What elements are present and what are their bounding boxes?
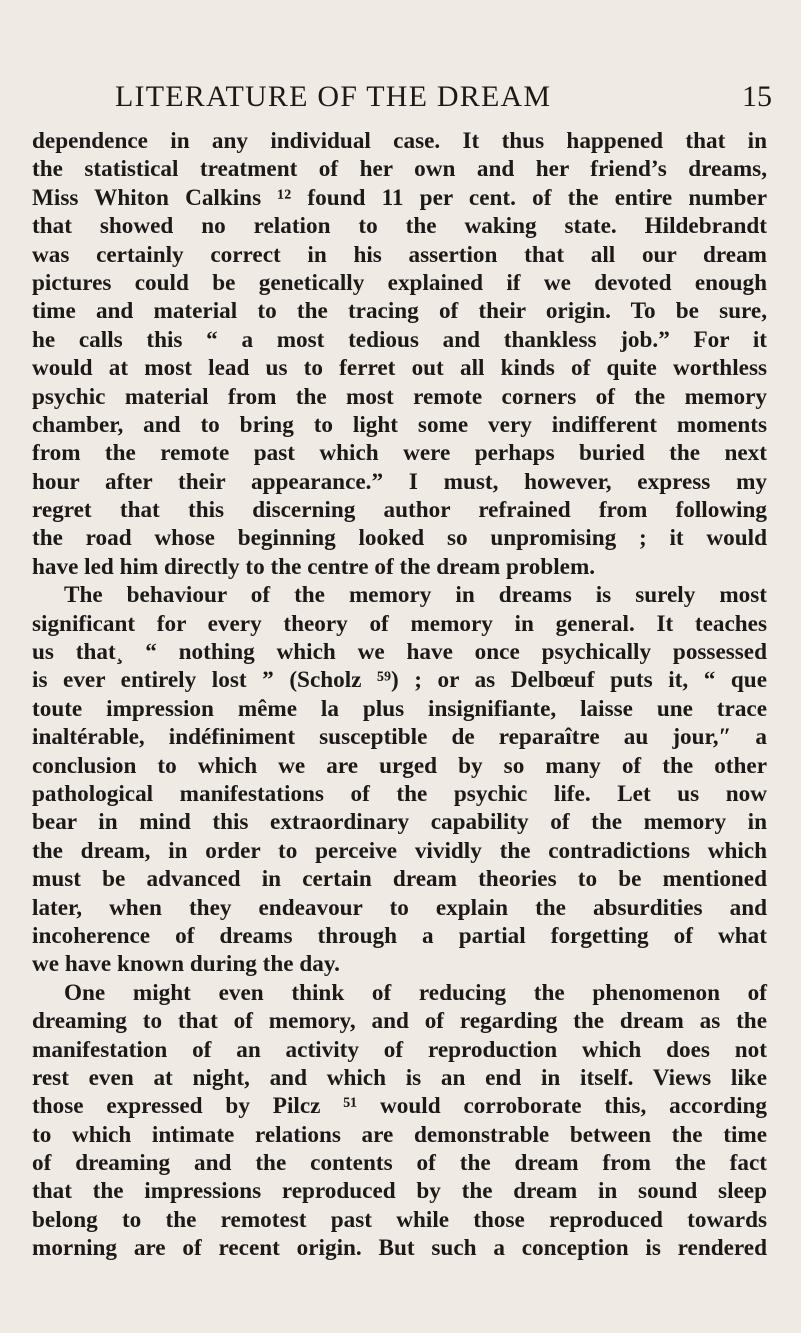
text-line: that showed no relation to the waking state. Hildebrandt — [32, 213, 767, 240]
running-title: LITERATURE OF THE DREAM — [115, 80, 552, 113]
text-line: regret that this discerning author refrained from following — [32, 497, 767, 524]
text-line: he calls this “ a most tedious and thankless job.” For it — [32, 326, 767, 353]
text-line: would at most lead us to ferret out all kinds of quite worthless — [32, 355, 767, 382]
text-line: must be advanced in certain dream theories to be mentioned — [32, 866, 767, 893]
text-line: belong to the remotest past while those reproduced towards — [32, 1206, 767, 1233]
text-line: chamber, and to bring to light some very indifferent moments — [32, 411, 767, 438]
text-line: bear in mind this extraordinary capability of the memory in — [32, 809, 767, 836]
text-line: is ever entirely lost ” (Scholz ⁵⁹) ; or as Delbœuf puts it, “ que — [32, 667, 767, 694]
text-line: that the impressions reproduced by the dream in sound sleep — [32, 1178, 767, 1205]
text-line: of dreaming and the contents of the dream from the fact — [32, 1150, 767, 1177]
text-line: later, when they endeavour to explain the absurdities and — [32, 894, 767, 921]
text-line: to which intimate relations are demonstrable between the time — [32, 1121, 767, 1148]
text-line: from the remote past which were perhaps buried the next — [32, 440, 767, 467]
text-line: psychic material from the most remote corners of the memory — [32, 383, 767, 410]
text-line: those expressed by Pilcz ⁵¹ would corroborate this, according — [32, 1093, 767, 1120]
running-head — [0, 80, 801, 120]
text-line: manifestation of an activity of reproduction which does not — [32, 1036, 767, 1063]
text-line: was certainly correct in his assertion that all our dream — [32, 241, 767, 268]
text-line: dreaming to that of memory, and of regarding the dream as the — [32, 1008, 767, 1035]
text-line: inaltérable, indéfiniment susceptible de reparaître au jour,″ a — [32, 724, 767, 751]
text-line: significant for every theory of memory in general. It teaches — [32, 610, 767, 637]
text-line: conclusion to which we are urged by so many of the other — [32, 752, 767, 779]
text-line: toute impression même la plus insignifiante, laisse une trace — [32, 695, 767, 722]
text-line: hour after their appearance.” I must, however, express my — [32, 468, 767, 495]
text-line: the statistical treatment of her own and her friend’s dreams, — [32, 156, 767, 183]
text-line: we have known during the day. — [32, 951, 340, 978]
text-line: Miss Whiton Calkins ¹² found 11 per cent. of the entire number — [32, 184, 767, 211]
page-number: 15 — [742, 80, 772, 113]
text-line: morning are of recent origin. But such a conception is rendered — [32, 1235, 767, 1262]
text-line: pathological manifestations of the psychic life. Let us now — [32, 780, 767, 807]
text-line: the dream, in order to perceive vividly the contradictions which — [32, 837, 767, 864]
text-line: the road whose beginning looked so unpromising ; it would — [32, 525, 767, 552]
text-line: One might even think of reducing the phenomenon of — [64, 979, 767, 1006]
text-line: dependence in any individual case. It thus happened that in — [32, 128, 767, 154]
text-line: time and material to the tracing of their origin. To be sure, — [32, 298, 767, 325]
text-line: incoherence of dreams through a partial forgetting of what — [32, 922, 767, 949]
text-line: have led him directly to the centre of the dream problem. — [32, 553, 596, 580]
text-line: us that¸ “ nothing which we have once psychically possessed — [32, 639, 767, 666]
text-line: pictures could be genetically explained if we devoted enough — [32, 269, 767, 296]
text-line: rest even at night, and which is an end in itself. Views like — [32, 1064, 767, 1091]
text-line: The behaviour of the memory in dreams is surely most — [64, 582, 767, 609]
body-text — [32, 127, 767, 1263]
